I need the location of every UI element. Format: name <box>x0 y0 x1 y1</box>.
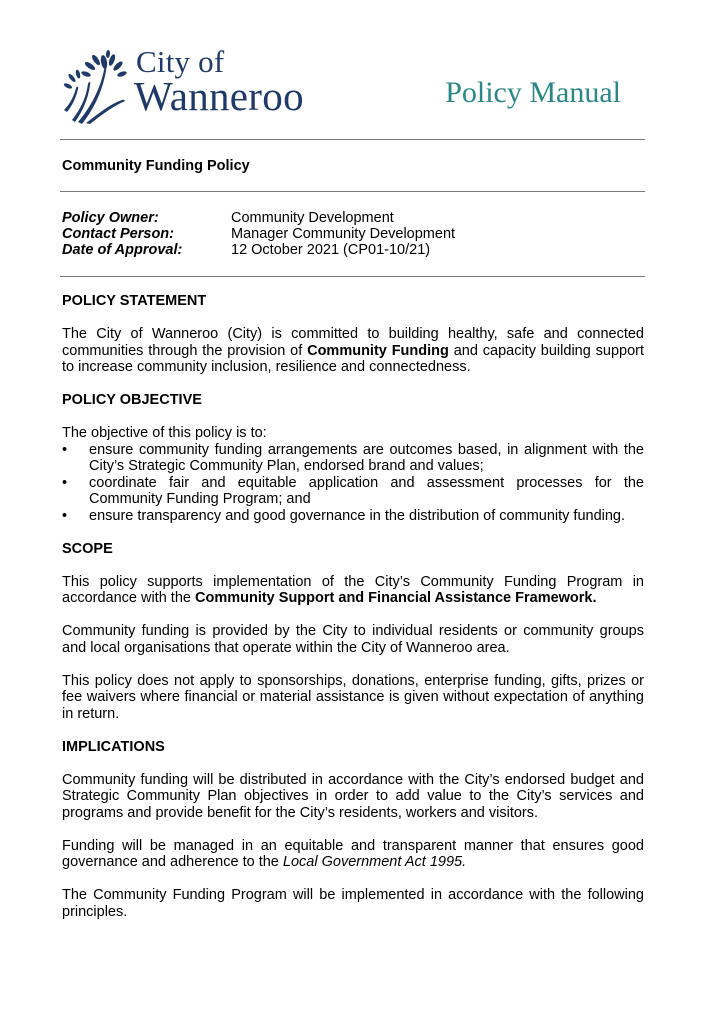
meta-value: Community Development <box>231 210 394 226</box>
meta-value: 12 October 2021 (CP01-10/21) <box>231 242 431 258</box>
implications-paragraph-1: Community funding will be distributed in accordance with the City’s endorsed budget and Strategic Community Plan objectives in order to add value to the City’s services and programs and provide benefit for the City’s residents, workers and visitors. <box>62 771 644 821</box>
scope-paragraph-3: This policy does not apply to sponsorships, donations, enterprise funding, gifts, prizes or fee waivers where financial or material assistance is given without expectation of anything in return. <box>62 672 644 722</box>
section-heading-scope: SCOPE <box>62 540 113 557</box>
meta-label: Contact Person: <box>62 226 174 242</box>
list-item <box>62 508 644 525</box>
meta-label: Date of Approval: <box>62 242 183 258</box>
city-of-wanneroo-logo <box>60 44 330 124</box>
objective-list <box>62 442 644 525</box>
scope-paragraph-2: Community funding is provided by the City to individual residents or community groups and local organisations that operate within the City of Wanneroo area. <box>62 623 644 656</box>
bold-term: Community Support and Financial Assistance Framework. <box>195 590 597 606</box>
list-item-text: coordinate fair and equitable application and assessment processes for the Community Funding Program; and <box>89 474 644 507</box>
section-heading-policy-objective: POLICY OBJECTIVE <box>62 392 202 408</box>
logo-line-1: City of <box>136 44 225 79</box>
divider <box>60 139 645 140</box>
bullet-icon: • <box>62 507 68 524</box>
policy-title: Community Funding Policy <box>62 158 250 174</box>
wanneroo-plant-icon <box>60 48 132 124</box>
implications-paragraph-3: The Community Funding Program will be implemented in accordance with the following principles. <box>62 887 644 920</box>
objective-intro: The objective of this policy is to: <box>62 425 267 441</box>
scope-paragraph-1 <box>62 574 644 607</box>
text-run: Funding will be managed in an equitable and transparent manner that ensures good governance and adherence to the <box>62 837 644 870</box>
meta-value: Manager Community Development <box>231 226 456 242</box>
list-item <box>62 475 644 508</box>
section-heading-implications: IMPLICATIONS <box>62 738 165 755</box>
policy-body <box>62 293 644 937</box>
policy-meta <box>62 210 455 258</box>
bold-term: Community Funding <box>307 342 449 359</box>
text-run: This policy supports implementation of the City’s Community Funding Program in accordance with the <box>62 573 644 606</box>
bullet-icon: • <box>62 474 68 491</box>
meta-row-owner <box>62 210 455 226</box>
meta-label: Policy Owner: <box>62 210 159 226</box>
text-run: The City of Wanneroo (City) is committed to building healthy, safe and connected communities through the provision of <box>62 326 644 359</box>
meta-row-approval-date <box>62 242 455 258</box>
implications-paragraph-2 <box>62 838 644 871</box>
text-run: and capacity building support to increase community inclusion, resilience and connectedness. <box>62 342 644 375</box>
list-item-text: ensure transparency and good governance in the distribution of community funding. <box>89 507 626 524</box>
meta-row-contact <box>62 226 455 242</box>
policy-statement-paragraph <box>62 326 644 376</box>
bullet-icon: • <box>62 441 68 458</box>
act-title: Local Government Act 1995. <box>282 854 467 870</box>
divider <box>60 276 645 277</box>
section-heading-policy-statement: POLICY STATEMENT <box>62 293 207 309</box>
list-item <box>62 442 644 475</box>
logo-line-2: Wanneroo <box>134 73 304 119</box>
list-item-text: ensure community funding arrangements are outcomes based, in alignment with the City’s Strategic Community Plan, endorsed brand and values; <box>89 441 644 474</box>
policy-manual-heading: Policy Manual <box>445 76 621 109</box>
divider <box>60 191 645 192</box>
